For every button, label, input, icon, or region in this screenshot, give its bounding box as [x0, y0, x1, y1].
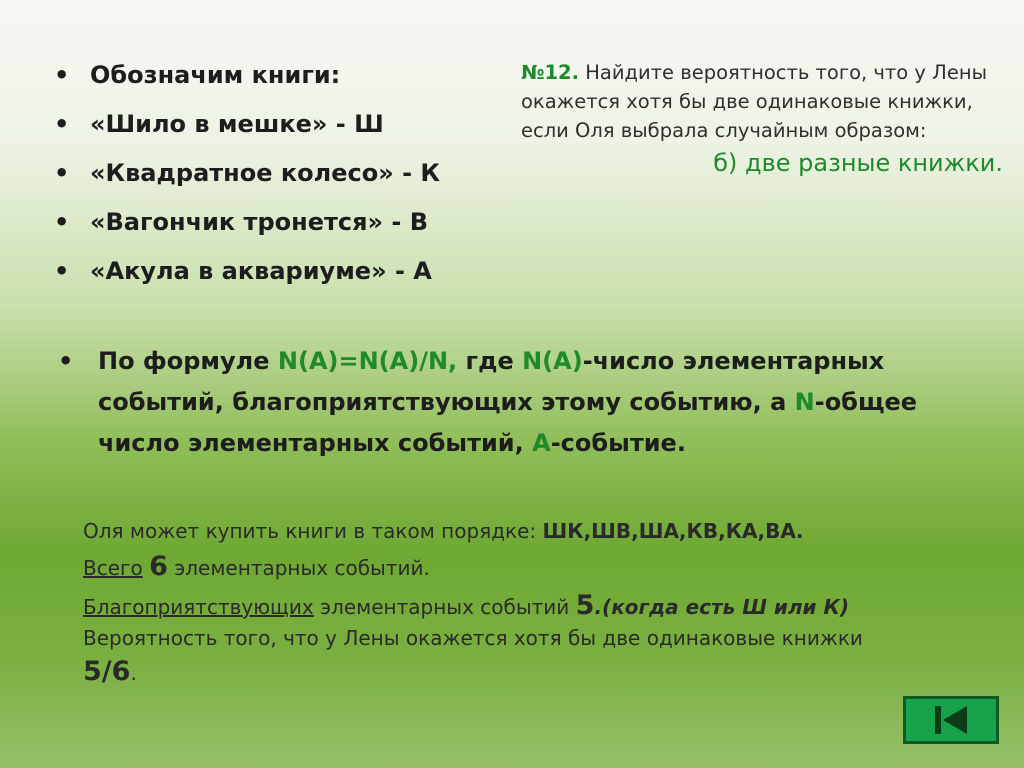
book-list — [54, 58, 440, 303]
formula-text: -число элементарных событий, благоприятствующих этому событию, а — [98, 347, 885, 416]
book-title: «Шило в мешке» - — [90, 110, 355, 138]
book-code: А — [413, 257, 432, 285]
total-count: 6 — [149, 551, 168, 582]
solution-line — [83, 625, 1003, 651]
solution-label: Всего — [83, 556, 143, 580]
book-code: Ш — [354, 110, 384, 138]
solution-text: . — [130, 661, 137, 685]
solution-label: Благоприятствующих — [83, 595, 314, 619]
solution-text: элементарных событий — [313, 595, 576, 619]
book-item — [54, 205, 440, 254]
go-to-first-slide-button[interactable] — [903, 696, 999, 744]
formula-text: -событие. — [550, 429, 686, 457]
formula-expression: N(A)=N(A)/N, — [277, 347, 458, 375]
formula-symbol: N(A) — [522, 347, 583, 375]
solution-text: Оля может купить книги в таком порядке: — [83, 519, 543, 543]
probability-answer: 5/6 — [83, 656, 131, 687]
problem-number: №12. — [521, 61, 580, 84]
problem-text-block — [521, 58, 1011, 145]
book-code: В — [409, 208, 428, 236]
solution-line — [83, 515, 1003, 547]
formula-list — [58, 341, 958, 464]
formula-text: -общее число элементарных событий, — [98, 388, 918, 457]
book-title: «Акула в аквариуме» - — [90, 257, 414, 285]
formula-symbol: N — [794, 388, 815, 416]
book-code: К — [420, 159, 441, 187]
favorable-count: 5 — [575, 590, 595, 621]
problem-part: б) две разные книжки. — [713, 149, 1003, 177]
solution-line — [83, 547, 1003, 588]
formula-symbol: А — [532, 429, 551, 457]
book-list-heading — [54, 58, 440, 107]
solution-line — [83, 651, 1003, 694]
solution-text: элементарных событий. — [167, 556, 430, 580]
problem-text: Найдите вероятность того, что у Лены окажется хотя бы две одинаковые книжки, если Оля выбрала случайным образом: — [521, 61, 987, 142]
solution-pairs: ШК,ШВ,ША,КВ,КА,ВА. — [542, 519, 804, 543]
solution-block — [83, 515, 1003, 694]
solution-text: Вероятность того, что у Лены окажется хотя бы две одинаковые книжки — [83, 626, 863, 650]
formula-text: где — [457, 347, 523, 375]
formula-text: По формуле — [98, 347, 278, 375]
skip-to-start-icon — [931, 703, 971, 737]
solution-line — [83, 588, 1003, 625]
book-item — [54, 254, 440, 303]
book-item — [54, 156, 440, 205]
book-list-heading-text: Обозначим книги: — [90, 61, 341, 89]
book-item — [54, 107, 440, 156]
solution-note: .(когда есть Ш или К) — [594, 595, 849, 619]
book-title: «Вагончик тронется» - — [90, 208, 410, 236]
formula-item — [58, 341, 958, 464]
book-title: «Квадратное колесо» - — [90, 159, 421, 187]
problem-statement — [521, 58, 1011, 178]
